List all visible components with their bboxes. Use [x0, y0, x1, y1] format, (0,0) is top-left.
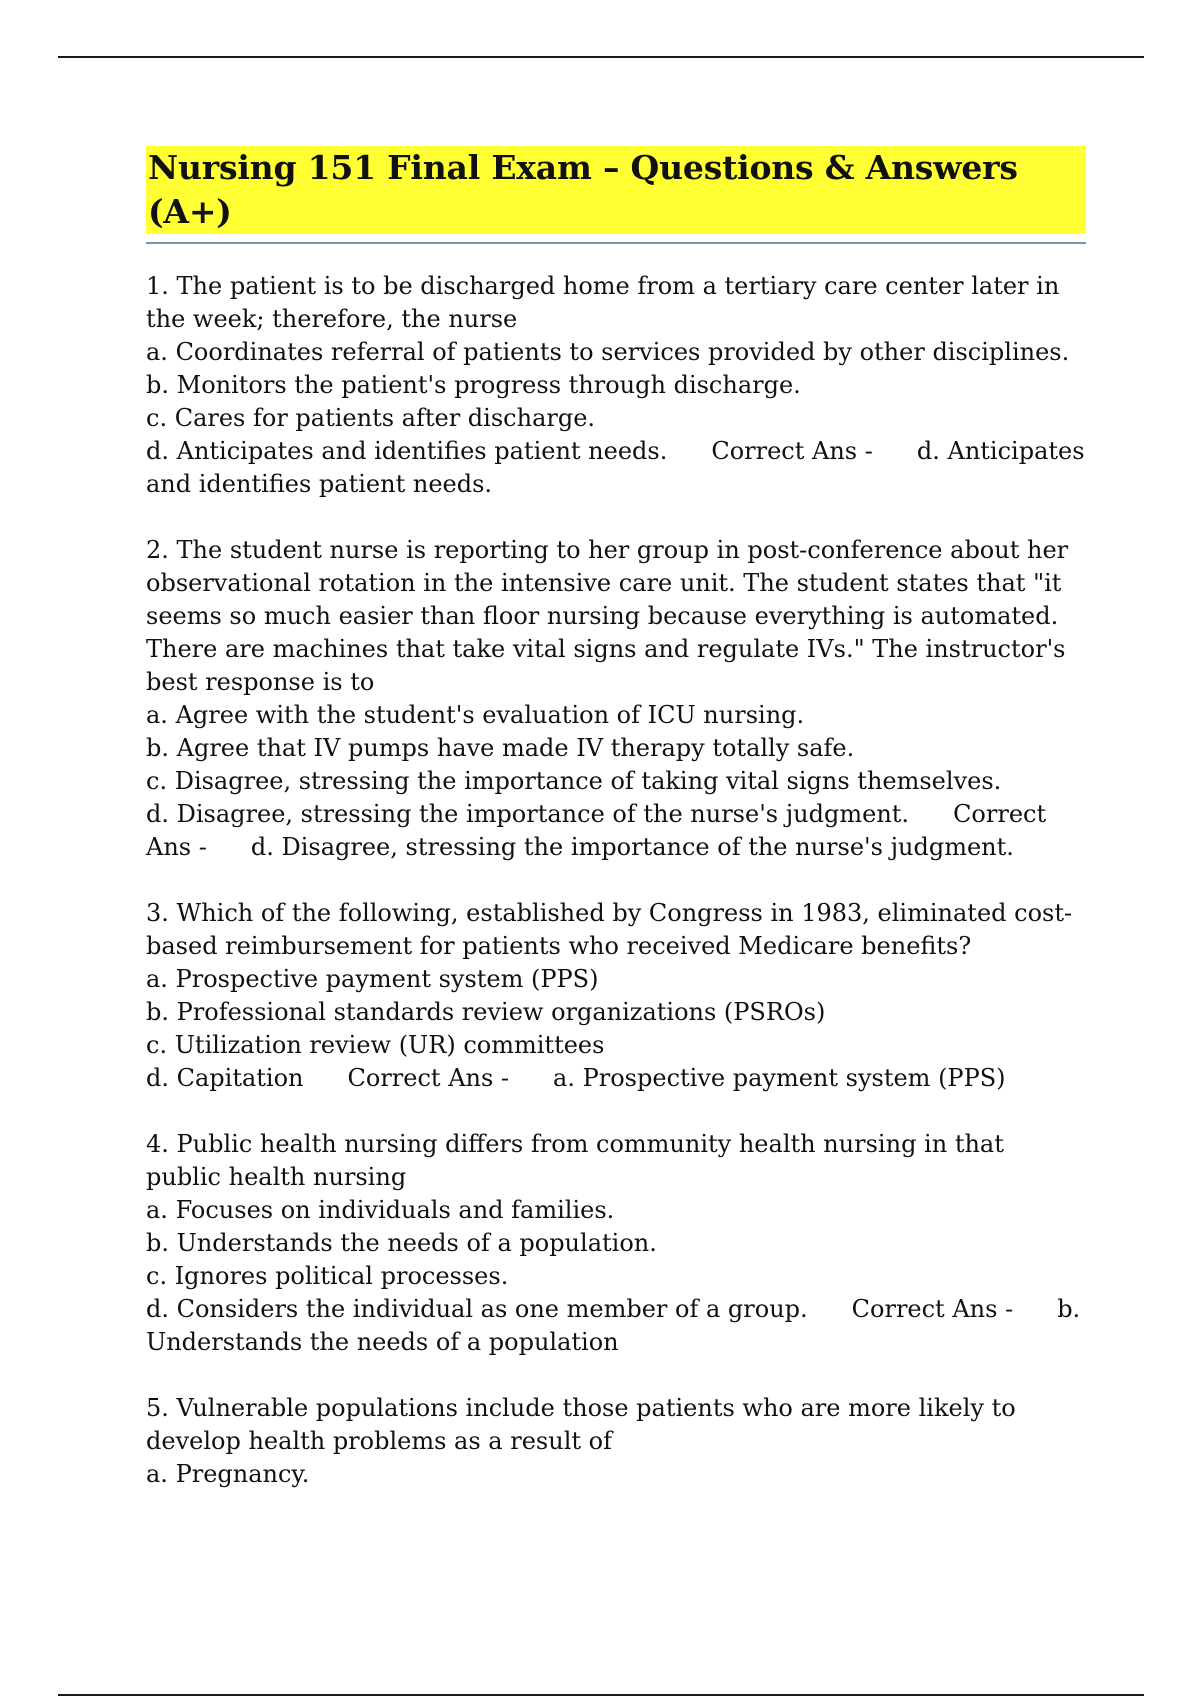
question-stem: 5. Vulnerable populations include those patients who are more likely to develop health problems as a result of	[146, 1394, 1016, 1455]
title-block	[146, 146, 1086, 244]
question-stem: 4. Public health nursing differs from community health nursing in that public health nursing	[146, 1130, 1004, 1191]
answer-line	[146, 798, 1086, 864]
answer-option: a. Focuses on individuals and families.	[146, 1196, 615, 1224]
answer-option: a. Agree with the student's evaluation of ICU nursing.	[146, 701, 805, 729]
correct-label: Correct Ans -	[146, 800, 1047, 861]
header-rule	[58, 56, 1144, 58]
footer-rule	[58, 1694, 1144, 1696]
answer-option: a. Coordinates referral of patients to services provided by other disciplines.	[146, 338, 1070, 366]
answer-option: a. Pregnancy.	[146, 1460, 310, 1488]
document-title: Nursing 151 Final Exam – Questions & Answers (A+)	[146, 146, 1086, 234]
answer-option: b. Agree that IV pumps have made IV therapy totally safe.	[146, 734, 855, 762]
document-body	[146, 146, 1086, 1524]
answer-option: a. Prospective payment system (PPS)	[146, 965, 599, 993]
question-item	[146, 1392, 1086, 1491]
answer-option: b. Monitors the patient's progress through discharge.	[146, 371, 801, 399]
correct-label: Correct Ans -	[347, 1064, 510, 1092]
correct-answer: d. Anticipates and identifies patient needs.	[146, 437, 1085, 498]
correct-label: Correct Ans -	[711, 437, 873, 465]
answer-option: c. Disagree, stressing the importance of taking vital signs themselves.	[146, 767, 1002, 795]
answer-option: d. Considers the individual as one member of a group.	[146, 1295, 808, 1323]
question-item	[146, 1128, 1086, 1359]
answer-option: c. Utilization review (UR) committees	[146, 1031, 605, 1059]
answer-option: d. Disagree, stressing the importance of the nurse's judgment.	[146, 800, 910, 828]
answer-option: b. Professional standards review organizations (PSROs)	[146, 998, 826, 1026]
answer-option: b. Understands the needs of a population.	[146, 1229, 657, 1257]
question-item	[146, 897, 1086, 1095]
question-item	[146, 534, 1086, 864]
correct-answer: b. Understands the needs of a population	[146, 1295, 1081, 1356]
question-item	[146, 270, 1086, 501]
correct-label: Correct Ans -	[851, 1295, 1014, 1323]
correct-answer: a. Prospective payment system (PPS)	[553, 1064, 1006, 1092]
answer-option: d. Capitation	[146, 1064, 304, 1092]
question-stem: 1. The patient is to be discharged home from a tertiary care center later in the week; therefore, the nurse	[146, 272, 1060, 333]
question-stem: 2. The student nurse is reporting to her group in post-conference about her observational rotation in the intensive care unit. The student states that "it seems so much easier than floor nursing because everything is automated. There are machines that take vital signs and regulate IVs." The instructor's best response is to	[146, 536, 1069, 696]
question-stem: 3. Which of the following, established by Congress in 1983, eliminated cost-based reimbursement for patients who received Medicare benefits?	[146, 899, 1073, 960]
answer-option: c. Ignores political processes.	[146, 1262, 509, 1290]
correct-answer: d. Disagree, stressing the importance of the nurse's judgment.	[250, 833, 1014, 861]
answer-option: d. Anticipates and identifies patient needs.	[146, 437, 668, 465]
answer-line	[146, 1293, 1086, 1359]
answer-line	[146, 435, 1086, 501]
answer-line	[146, 1062, 1086, 1095]
answer-option: c. Cares for patients after discharge.	[146, 404, 596, 432]
